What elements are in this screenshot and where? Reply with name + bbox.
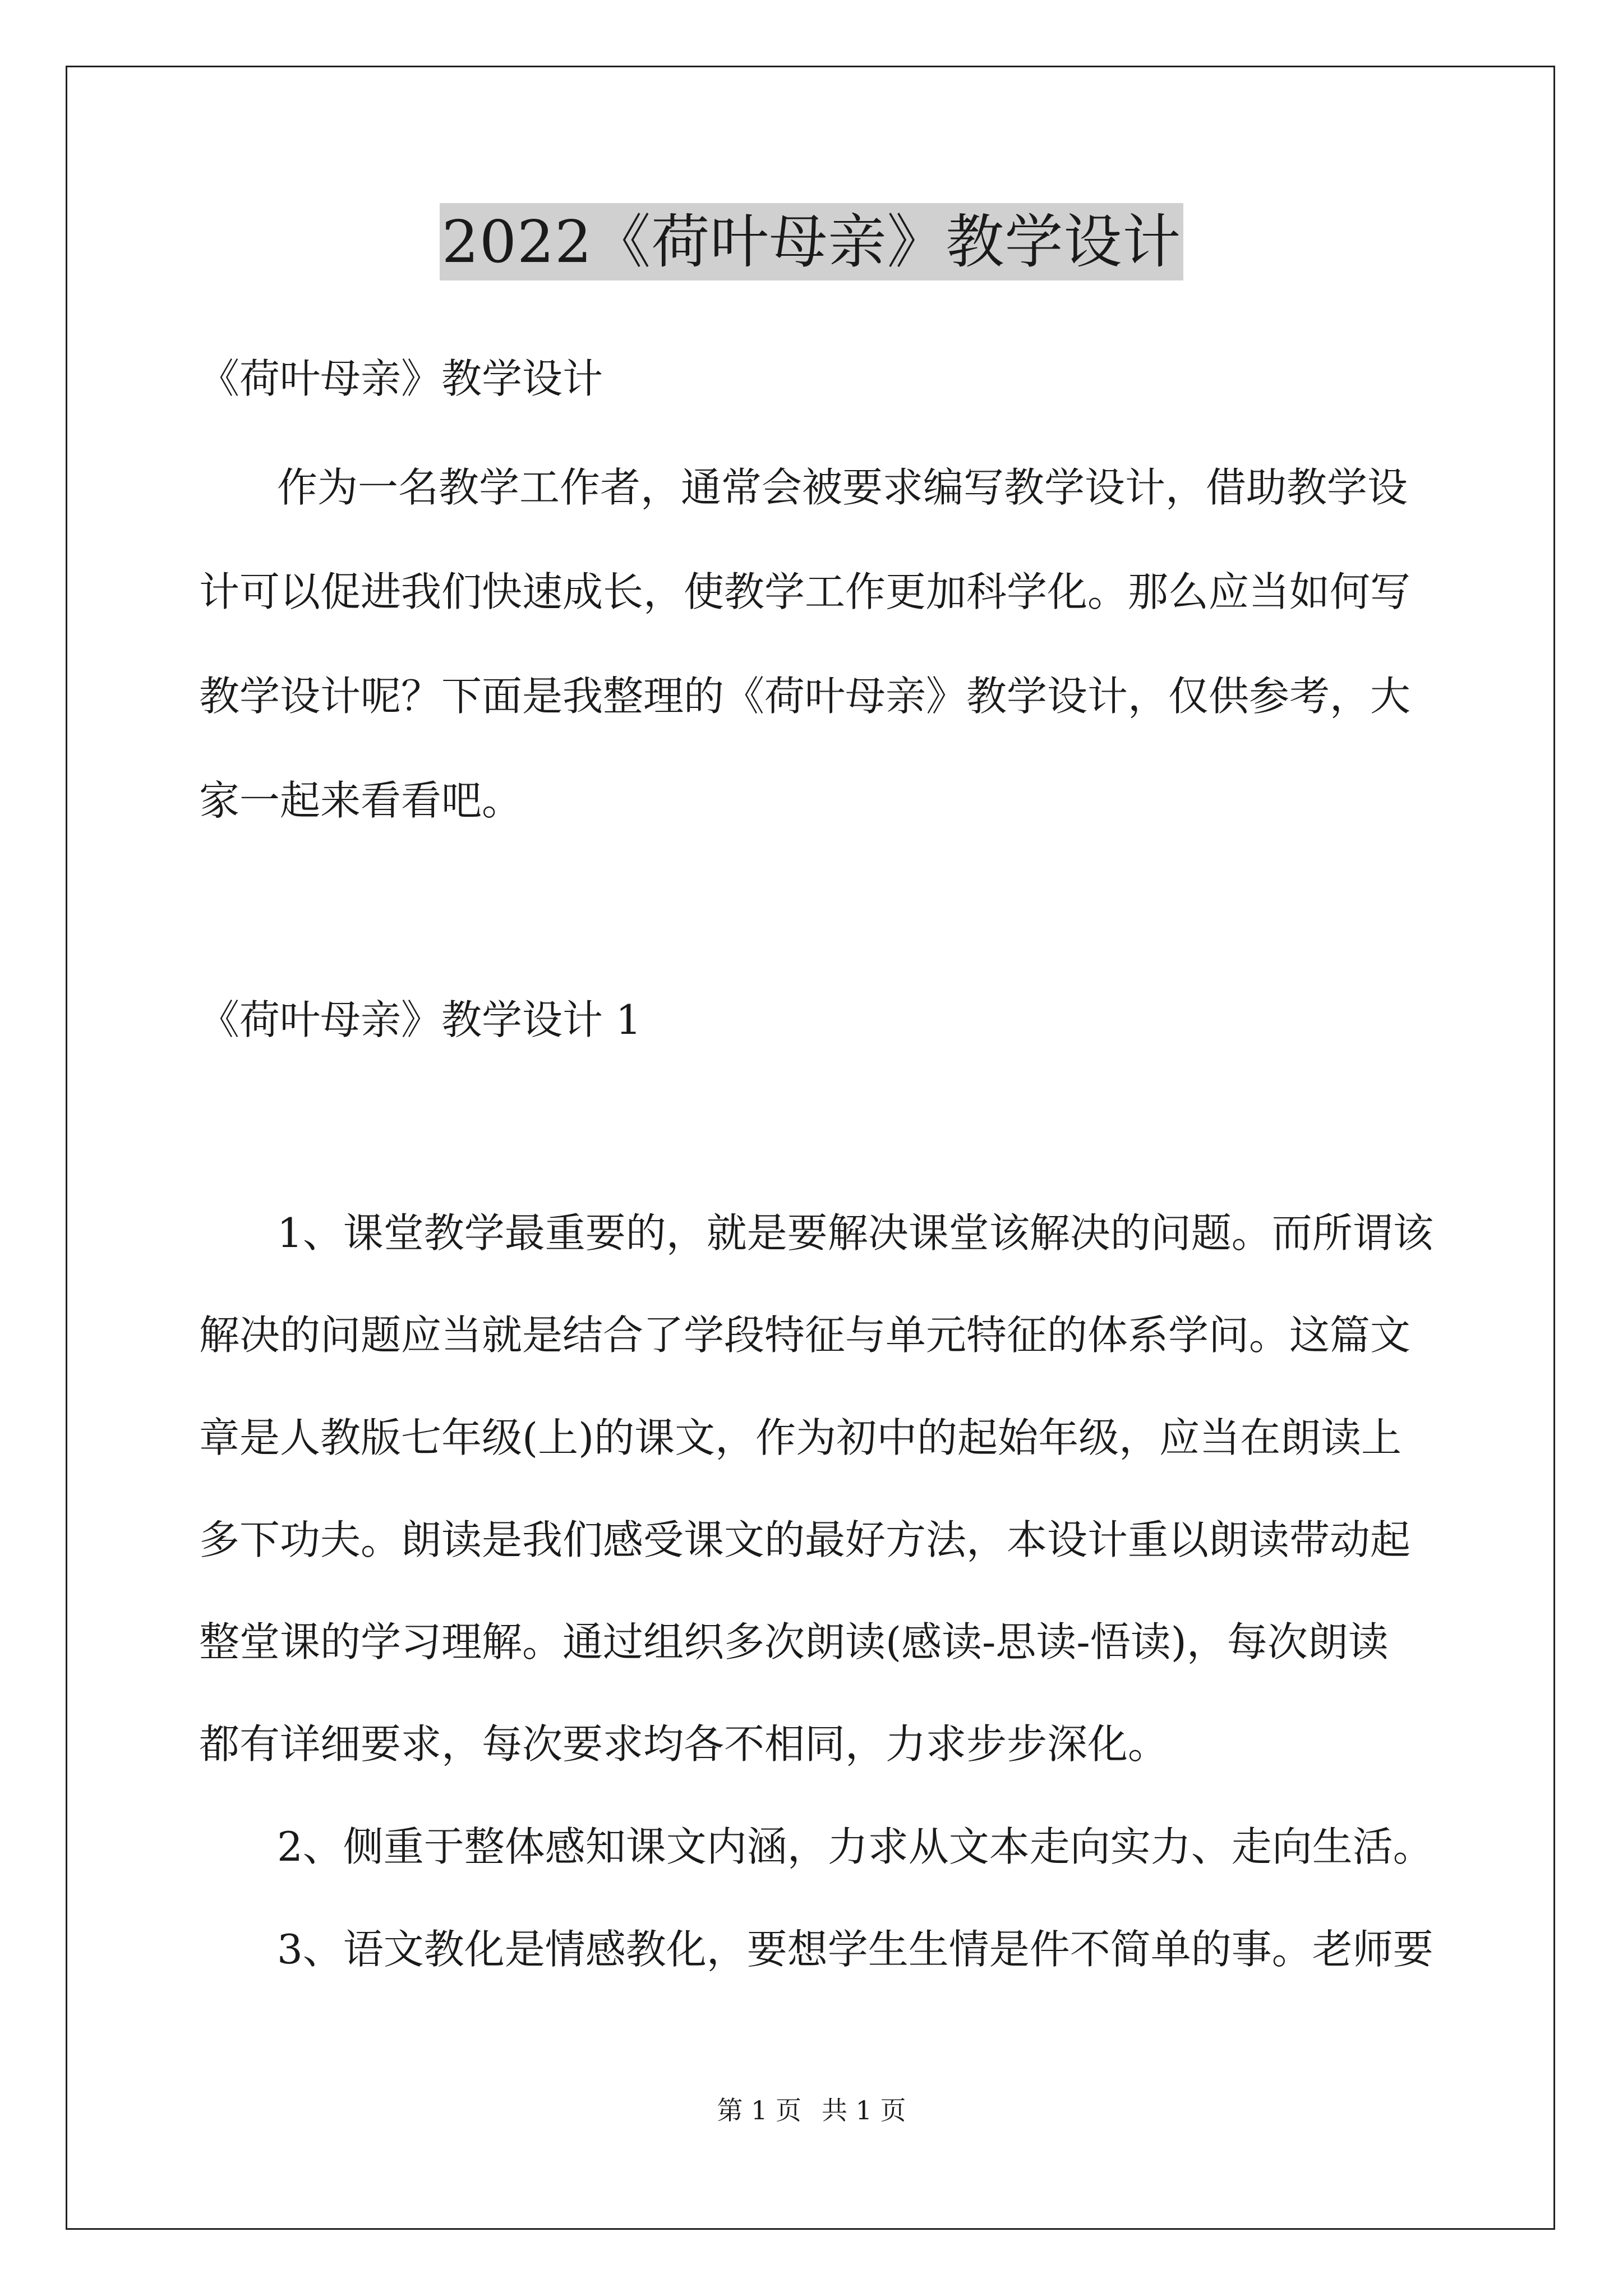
intro-line-4: 家一起来看看吧。 [199, 777, 523, 824]
document-title: 2022《荷叶母亲》教学设计 [440, 203, 1184, 280]
intro-line-1: 作为一名教学工作者，通常会被要求编写教学设计，借助教学设 [277, 464, 1408, 511]
paragraph1-line-5: 整堂课的学习理解。通过组织多次朗读(感读-思读-悟读)，每次朗读 [199, 1618, 1389, 1665]
title-container [0, 203, 1623, 280]
paragraph1-line-4: 多下功夫。朗读是我们感受课文的最好方法，本设计重以朗读带动起 [199, 1516, 1411, 1563]
paragraph1-line-6: 都有详细要求，每次要求均各不相同，力求步步深化。 [199, 1720, 1169, 1768]
paragraph3-line-1: 3、语文教化是情感教化，要想学生生情是件不简单的事。老师要 [277, 1926, 1433, 1973]
paragraph2: 2、侧重于整体感知课文内涵，力求从文本走向实力、走向生活。 [277, 1823, 1433, 1870]
intro-line-3: 教学设计呢？下面是我整理的《荷叶母亲》教学设计，仅供参考，大 [199, 673, 1411, 720]
page-number-total: 共 1 页 [822, 2095, 906, 2125]
paragraph1-line-2: 解决的问题应当就是结合了学段特征与单元特征的体系学问。这篇文 [199, 1312, 1411, 1359]
section-heading: 《荷叶母亲》教学设计 1 [199, 996, 642, 1043]
paragraph1-line-1: 1、课堂教学最重要的，就是要解决课堂该解决的问题。而所谓该 [277, 1209, 1433, 1257]
page-number-current: 第 1 页 [717, 2095, 801, 2125]
document-subtitle: 《荷叶母亲》教学设计 [199, 355, 603, 402]
intro-line-2: 计可以促进我们快速成长，使教学工作更加科学化。那么应当如何写 [199, 568, 1411, 615]
page-footer [0, 2093, 1623, 2127]
paragraph1-line-3: 章是人教版七年级(上)的课文，作为初中的起始年级，应当在朗读上 [199, 1414, 1402, 1461]
